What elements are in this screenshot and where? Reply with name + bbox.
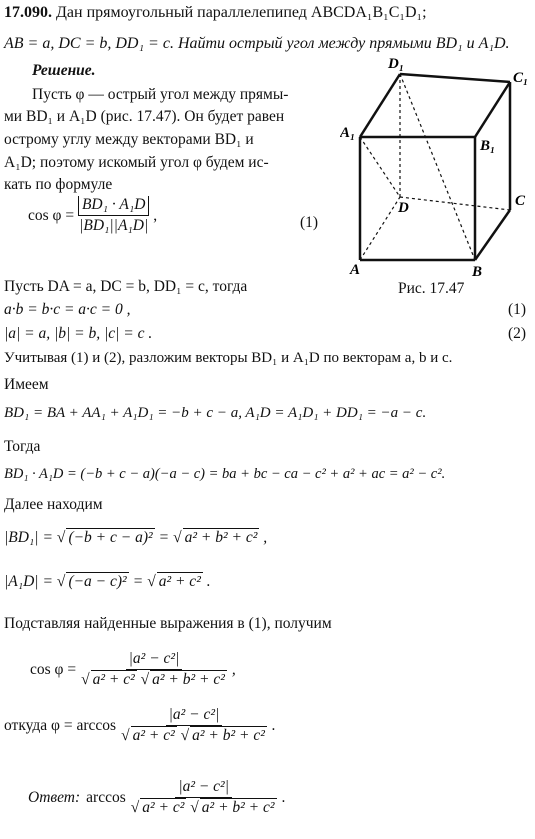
norm1-result: a² + b² + c²	[184, 529, 258, 546]
edge-DC	[400, 197, 510, 210]
diagonal-BD1	[400, 74, 475, 260]
problem-number: 17.090.	[4, 4, 52, 21]
answer-den2: a² + b² + c²	[201, 799, 275, 816]
figure-caption: Рис. 17.47	[398, 280, 465, 297]
hence-numerator: |a² − c²|	[166, 706, 223, 726]
label-C1: C₁	[513, 70, 529, 86]
edge-B1C1	[475, 82, 510, 137]
answer-numerator: |a² − c²|	[175, 778, 232, 798]
problem-text-1: Дан прямоугольный параллелепипед ABCDA₁B₁C₁D₁;	[56, 4, 427, 21]
lengths-equation: |a| = a, |b| = b, |c| = c .	[4, 325, 153, 342]
formula1-fraction	[76, 196, 151, 235]
label-B: B	[472, 264, 483, 280]
label-C: C	[515, 193, 526, 209]
hence-den2: a² + b² + c²	[192, 727, 265, 744]
parallelepiped-figure	[340, 52, 535, 282]
label-D: D	[398, 200, 409, 216]
intro-line-3: острому углу между векторами BD₁ и	[4, 131, 254, 148]
decompose-line: Учитывая (1) и (2), разложим векторы BD₁ и A₁D по векторам a, b и c.	[4, 350, 453, 366]
intro-line-1: Пусть φ — острый угол между прямы-	[32, 86, 289, 103]
hence-den1: a² + c²	[132, 727, 175, 744]
cos-result-numerator: |a² − c²|	[126, 650, 183, 670]
formula1-numerator: BD₁ · A₁D	[78, 196, 149, 216]
dot-product-line: BD₁ · A₁D = (−b + c − a)(−a − c) = ba + bc − ca − c² + a² + ac = a² − c².	[4, 466, 446, 482]
cos-result-formula: cos φ = |a² − c²| √ a² + c² √ a² + b² + c² ,	[30, 650, 236, 689]
label-A: A	[350, 262, 361, 278]
cos-result-den2: a² + b² + c²	[152, 671, 225, 688]
label-A1: A₁	[340, 125, 356, 141]
intro-line-5: кать по формуле	[4, 176, 113, 193]
formula1-denominator: |BD₁||A₁D|	[79, 217, 149, 234]
norm2-lhs: |A₁D| =	[4, 572, 53, 590]
diagonal-A1D	[360, 137, 400, 197]
edge-C1D1	[400, 74, 510, 82]
answer-fraction	[128, 778, 280, 817]
solution-label: Решение.	[32, 62, 96, 79]
problem-statement-line1	[4, 4, 427, 22]
cos-result-den1: a² + c²	[92, 671, 135, 688]
orthogonality-equation: a·b = b·c = a·c = 0 ,	[4, 301, 131, 318]
cos-result-lhs: cos φ =	[30, 660, 77, 678]
norm-A1D-equation: |A₁D| = √ (−a − c)² = √ a² + c² .	[4, 572, 211, 591]
intro-line-4: A₁D; поэтому искомый угол φ будем ис-	[4, 154, 269, 171]
let-vectors-line: Пусть DA = a, DC = b, DD₁ = c, тогда	[4, 278, 248, 295]
edge-AD	[360, 197, 400, 260]
have-label: Имеем	[4, 376, 49, 393]
norm-BD1-equation: |BD₁| = √ (−b + c − a)² = √ a² + b² + c² ,	[4, 528, 267, 547]
answer-formula: Ответ: arccos |a² − c²| √ a² + c² √ a² + b² + c² .	[28, 778, 285, 817]
norm2-radicand: (−a − c)²	[68, 573, 127, 590]
next-label: Далее находим	[4, 496, 103, 513]
then-label: Тогда	[4, 438, 41, 455]
hence-lhs: откуда φ = arccos	[4, 716, 117, 734]
angle-result-formula: откуда φ = arccos |a² − c²| √ a² + c² √ a² + b² + c² .	[4, 706, 276, 745]
norm1-lhs: |BD₁| =	[4, 528, 53, 546]
answer-den1: a² + c²	[142, 799, 185, 816]
norm1-radicand: (−b + c − a)²	[68, 529, 153, 546]
substitution-line: Подставляя найденные выражения в (1), получим	[4, 615, 332, 632]
answer-func: arccos	[86, 788, 126, 806]
eq2-tag: (2)	[508, 325, 527, 342]
formula1-lhs: cos φ =	[28, 206, 75, 224]
edge-BC	[475, 210, 510, 260]
norm2-result: a² + c²	[158, 573, 201, 590]
label-B1: B₁	[480, 138, 496, 154]
cos-result-fraction	[78, 650, 230, 689]
formula1-tag: (1)	[300, 214, 319, 231]
intro-line-2: ми BD₁ и A₁D (рис. 17.47). Он будет равен	[4, 108, 285, 125]
edge-D1A1	[360, 74, 400, 137]
hence-fraction	[118, 706, 270, 745]
problem-statement-line2: AB = a, DC = b, DD₁ = c. Найти острый угол между прямыми BD₁ и A₁D.	[4, 35, 510, 52]
formula-cos-definition: cos φ = $\frac{\text{BD₁ · A₁D}}{\text{|BD₁||A₁D|}}$ ,	[28, 196, 158, 234]
vectors-decomposition: BD₁ = BA + AA₁ + A₁D₁ = −b + c − a, A₁D = A₁D₁ + DD₁ = −a − c.	[4, 405, 427, 421]
answer-label: Ответ:	[28, 788, 81, 806]
label-D1: D₁	[388, 56, 405, 72]
eq1-tag: (1)	[508, 301, 527, 318]
